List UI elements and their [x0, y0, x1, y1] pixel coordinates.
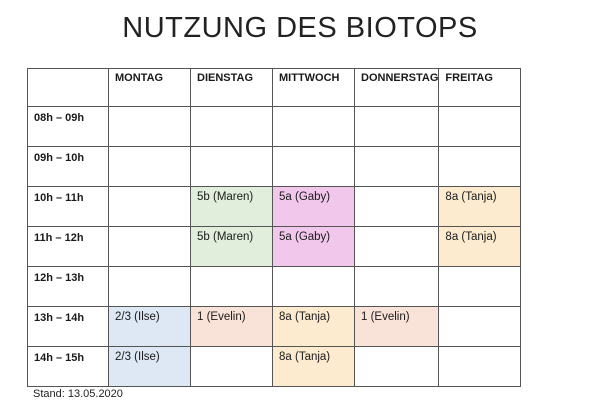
table-row [28, 267, 521, 307]
schedule-cell: 5a (Gaby) [273, 227, 355, 267]
schedule-cell [273, 107, 355, 147]
schedule-cell [439, 347, 521, 387]
day-header-dienstag: DIENSTAG [191, 69, 273, 107]
schedule-cell: 8a (Tanja) [439, 227, 521, 267]
schedule-cell [109, 227, 191, 267]
time-slot-label: 12h – 13h [28, 267, 109, 307]
schedule-cell [191, 267, 273, 307]
time-slot-label: 08h – 09h [28, 107, 109, 147]
day-header-donnerstag: DONNERSTAG [355, 69, 439, 107]
schedule-cell [191, 107, 273, 147]
schedule-cell [355, 187, 439, 227]
schedule-cell [355, 147, 439, 187]
schedule-cell [109, 187, 191, 227]
schedule-cell [439, 267, 521, 307]
schedule-cell [273, 147, 355, 187]
table-row [28, 107, 521, 147]
schedule-cell: 5b (Maren) [191, 227, 273, 267]
schedule-cell [355, 107, 439, 147]
status-date: Stand: 13.05.2020 [33, 388, 123, 400]
schedule-cell: 8a (Tanja) [273, 347, 355, 387]
page-title: NUTZUNG DES BIOTOPS [122, 12, 478, 44]
table-row [28, 307, 521, 347]
corner-cell [28, 69, 109, 107]
table-row [28, 187, 521, 227]
schedule-cell [109, 107, 191, 147]
schedule-cell: 5a (Gaby) [273, 187, 355, 227]
schedule-cell [109, 147, 191, 187]
schedule-cell [355, 267, 439, 307]
day-header-freitag: FREITAG [439, 69, 521, 107]
schedule-cell [439, 307, 521, 347]
day-header-mittwoch: MITTWOCH [273, 69, 355, 107]
schedule-cell: 5b (Maren) [191, 187, 273, 227]
schedule-cell: 2/3 (Ilse) [109, 307, 191, 347]
schedule-cell: 2/3 (Ilse) [109, 347, 191, 387]
time-slot-label: 09h – 10h [28, 147, 109, 187]
schedule-body [28, 107, 521, 387]
schedule-cell [191, 347, 273, 387]
schedule-cell [109, 267, 191, 307]
schedule-cell: 8a (Tanja) [273, 307, 355, 347]
schedule-cell [355, 347, 439, 387]
header-row [28, 69, 521, 107]
table-row [28, 347, 521, 387]
table-row [28, 147, 521, 187]
table-row [28, 227, 521, 267]
schedule-table [27, 68, 521, 387]
schedule-cell [273, 267, 355, 307]
schedule-cell [191, 147, 273, 187]
schedule-cell: 1 (Evelin) [355, 307, 439, 347]
schedule-cell [439, 107, 521, 147]
time-slot-label: 14h – 15h [28, 347, 109, 387]
time-slot-label: 13h – 14h [28, 307, 109, 347]
day-header-montag: MONTAG [109, 69, 191, 107]
schedule-cell: 8a (Tanja) [439, 187, 521, 227]
time-slot-label: 10h – 11h [28, 187, 109, 227]
schedule-cell: 1 (Evelin) [191, 307, 273, 347]
time-slot-label: 11h – 12h [28, 227, 109, 267]
schedule-cell [355, 227, 439, 267]
schedule-cell [439, 147, 521, 187]
